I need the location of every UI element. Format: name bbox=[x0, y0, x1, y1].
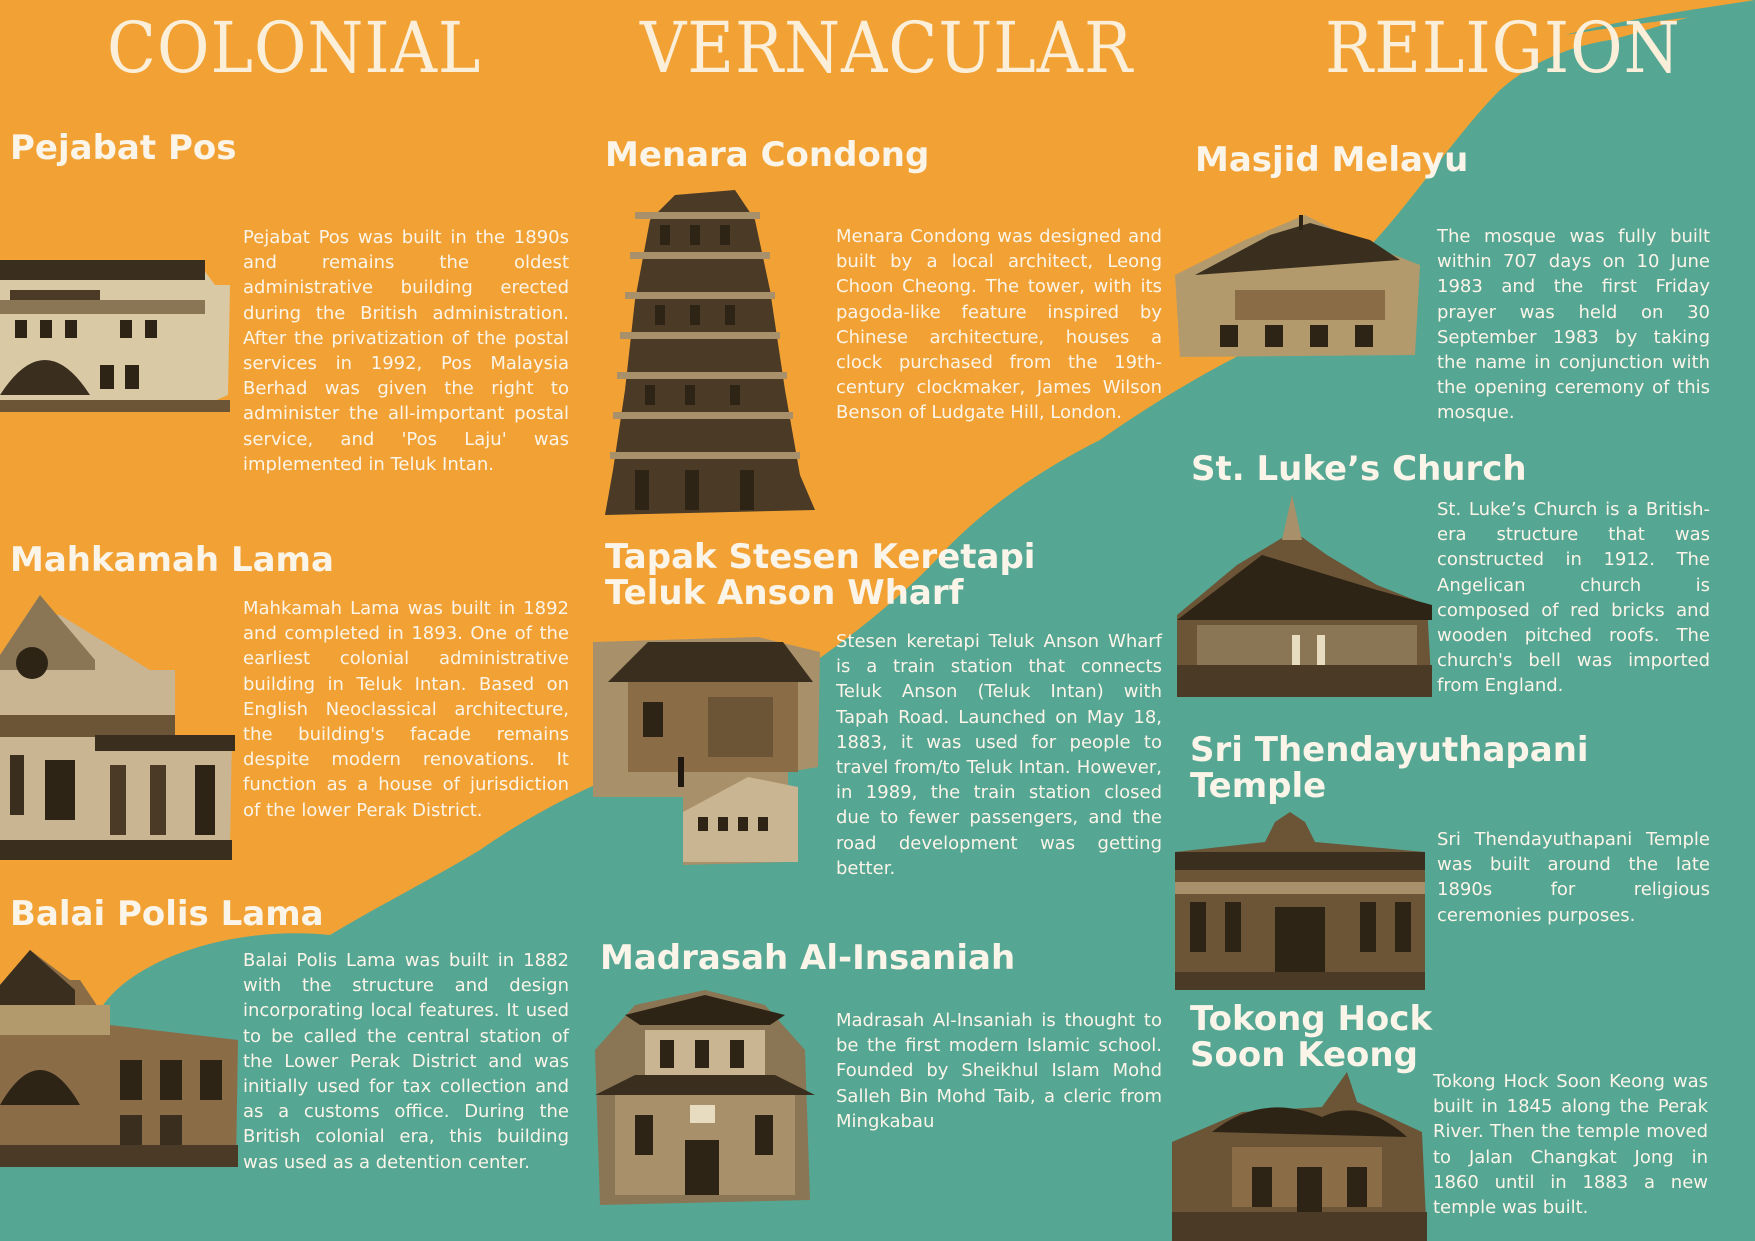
site-description-madrasah: Madrasah Al-Insaniah is thought to be the first modern Islamic school. Founded by Sheikhul Islam Mohd Salleh Bin Mohd Taib, a cleric from Mingkabau bbox=[836, 1010, 1162, 1132]
column-title-vernacular: VERNACULAR bbox=[640, 8, 1134, 90]
site-title-tapak-stesen-line2: Teluk Anson Wharf bbox=[605, 572, 964, 613]
site-title-st-lukes: St. Luke’s Church bbox=[1191, 449, 1527, 489]
mosque-photo bbox=[1175, 215, 1420, 357]
site-title-sri-thendayuthapani-line2: Temple bbox=[1190, 765, 1327, 806]
site-description-masjid-melayu: The mosque was fully built within 707 days on 10 June 1983 and the first Friday prayer was held on 30 September 1983 by taking the name in conjunction with the opening ceremony of this mosque. bbox=[1437, 226, 1710, 424]
hindu-temple-photo bbox=[1175, 812, 1425, 990]
site-description-sri-thendayuthapani: Sri Thendayuthapani Temple was built around the late 1890s for religious ceremonies purposes. bbox=[1437, 829, 1710, 926]
old-court-photo bbox=[0, 585, 235, 865]
site-description-balai-polis-lama: Balai Polis Lama was built in 1882 with the structure and design incorporating local features. It used to be called the central station of the Lower Perak District and was initially used for tax collection and as a customs office. During the British colonial era, this building was used as a detention center. bbox=[243, 950, 569, 1173]
madrasah-photo bbox=[595, 990, 815, 1208]
column-title-colonial: COLONIAL bbox=[107, 8, 482, 90]
chinese-temple-photo bbox=[1172, 1072, 1427, 1241]
site-title-madrasah: Madrasah Al-Insaniah bbox=[600, 938, 1016, 978]
site-description-mahkamah-lama: Mahkamah Lama was built in 1892 and completed in 1893. One of the earliest colonial administrative building in Teluk Intan. Based on English Neoclassical architecture, the building's facade remains despite modern renovations. It function as a house of jurisdiction of the lower Perak District. bbox=[243, 598, 569, 821]
old-police-station-photo bbox=[0, 945, 240, 1170]
site-description-tokong-hock: Tokong Hock Soon Keong was built in 1845 along the Perak River. Then the temple moved to Jalan Changkat Jong in 1860 until in 1883 a new temple was built. bbox=[1433, 1071, 1708, 1219]
site-title-menara-condong: Menara Condong bbox=[605, 135, 930, 175]
site-title-masjid-melayu: Masjid Melayu bbox=[1195, 140, 1469, 180]
church-photo bbox=[1177, 495, 1432, 697]
site-title-mahkamah-lama: Mahkamah Lama bbox=[10, 540, 334, 580]
site-description-tapak-stesen: Stesen keretapi Teluk Anson Wharf is a train station that connects Teluk Anson (Teluk Intan) with Tapah Road. Launched on May 18, 1883, it was used for people to travel from/to Teluk Intan. However, in 1989, the train station closed due to fewer passengers, and the road development was getting better. bbox=[836, 631, 1162, 879]
site-title-sri-thendayuthapani bbox=[1190, 730, 1589, 806]
site-description-menara-condong: Menara Condong was designed and built by a local architect, Leong Choon Cheong. The tower, with its pagoda-like feature inspired by Chinese architecture, houses a clock purchased from the 19th-century clockmaker, James Wilson Benson of Ludgate Hill, London. bbox=[836, 226, 1162, 424]
site-description-st-lukes: St. Luke’s Church is a British-era structure that was constructed in 1912. The Angelican church is composed of red bricks and wooden pitched roofs. The church's bell was imported from England. bbox=[1437, 499, 1710, 697]
site-description-pejabat-pos: Pejabat Pos was built in the 1890s and remains the oldest administrative building erected during the British administration. After the privatization of the postal services in 1992, Pos Malaysia Berhad was given the right to administer the all-important postal service, and 'Pos Laju' was implemented in Teluk Intan. bbox=[243, 227, 569, 475]
site-title-tapak-stesen-line1: Tapak Stesen Keretapi bbox=[605, 537, 1036, 577]
site-title-tokong-hock bbox=[1190, 999, 1433, 1075]
site-title-tokong-hock-line2: Soon Keong bbox=[1190, 1034, 1418, 1075]
train-station-photo bbox=[588, 637, 823, 865]
site-title-sri-thendayuthapani-line1: Sri Thendayuthapani bbox=[1190, 730, 1589, 770]
site-title-tapak-stesen bbox=[605, 537, 1036, 613]
column-title-religion: RELIGION bbox=[1325, 8, 1681, 90]
post-office-photo bbox=[0, 225, 235, 415]
site-title-balai-polis-lama: Balai Polis Lama bbox=[10, 894, 324, 934]
leaning-tower-photo bbox=[605, 190, 820, 520]
site-title-tokong-hock-line1: Tokong Hock bbox=[1190, 999, 1433, 1039]
site-title-pejabat-pos: Pejabat Pos bbox=[10, 128, 237, 168]
